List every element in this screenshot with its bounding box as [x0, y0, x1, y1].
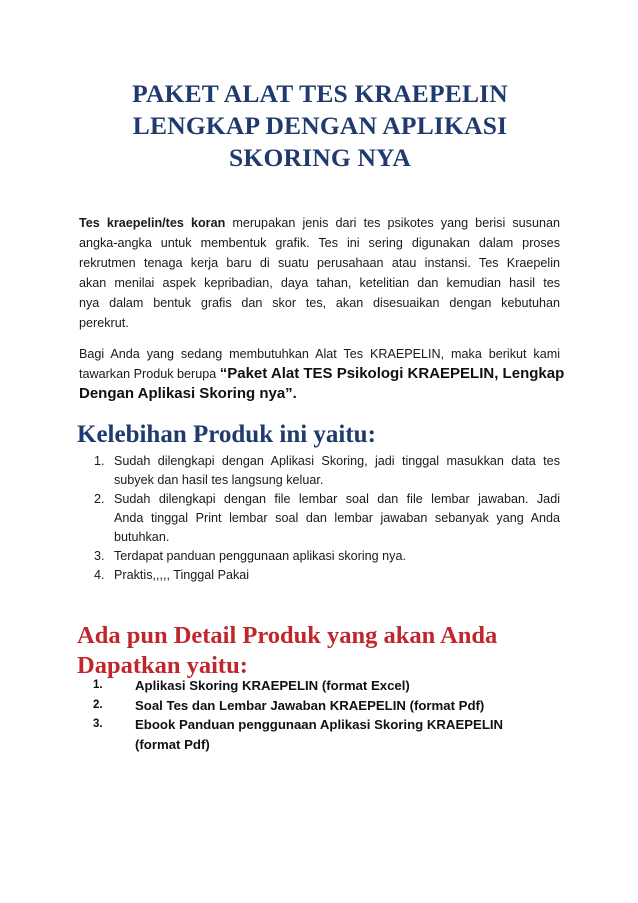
list-item-text: butuhkan.: [114, 530, 170, 544]
offer-line-1: Bagi Anda yang sedang membutuhkan Alat Tes KRAEPELIN, maka berikut kami: [79, 347, 560, 361]
intro-line-5: nya dalam bentuk grafis dan skor tes, akan disesuaikan dengan kebutuhan: [79, 296, 560, 310]
advantages-heading: Kelebihan Produk ini yaitu:: [77, 421, 376, 448]
details-heading: [77, 621, 497, 681]
intro-line-2: angka-angka untuk membentuk grafik. Tes ini sering digunakan dalam proses: [79, 236, 560, 250]
details-heading-line-1: Ada pun Detail Produk yang akan Anda: [77, 622, 498, 649]
list-item-number: 3.: [94, 549, 105, 563]
intro-line-1-rest: merupakan jenis dari tes psikotes yang berisi susunan: [225, 216, 560, 230]
intro-bold-lead: Tes kraepelin/tes koran: [79, 216, 226, 230]
list-item-text: Sudah dilengkapi dengan Aplikasi Skoring, jadi tinggal masukkan data tes: [114, 454, 560, 468]
list-item-text: Soal Tes dan Lembar Jawaban KRAEPELIN (format Pdf): [135, 697, 485, 713]
list-item-number: 3.: [93, 718, 103, 730]
list-item-text: Sudah dilengkapi dengan file lembar soal dan file lembar jawaban. Jadi: [114, 492, 560, 506]
offer-product-name-cont: Dengan Aplikasi Skoring nya”.: [79, 385, 297, 402]
list-item-number: 1.: [93, 679, 103, 691]
list-item-text: Ebook Panduan penggunaan Aplikasi Skoring KRAEPELIN: [135, 717, 504, 732]
offer-line-3: [79, 384, 560, 404]
list-item: [93, 676, 563, 696]
advantages-list: [94, 452, 560, 585]
title-line-1: PAKET ALAT TES KRAEPELIN: [132, 79, 508, 108]
list-item: [94, 490, 560, 547]
intro-line-4: akan menilai aspek kepribadian, daya tahan, ketelitian dan kemudian hasil tes: [79, 276, 560, 290]
list-item-number: 4.: [94, 568, 105, 582]
offer-line-2: [79, 364, 565, 384]
details-list: [93, 676, 563, 754]
intro-paragraph: [79, 213, 560, 333]
intro-line-6: perekrut.: [79, 316, 129, 330]
list-item: [94, 566, 560, 585]
title-line-3: SKORING NYA: [229, 143, 411, 172]
intro-line-3: rekrutmen tenaga kerja baru di suatu perusahaan atau instansi. Tes Kraepelin: [79, 256, 560, 270]
list-item-number: 2.: [94, 492, 105, 506]
list-item-text: subyek dan hasil tes langsung keluar.: [114, 473, 324, 487]
offer-paragraph: [79, 344, 565, 404]
list-item-text: Anda tinggal Print lembar soal dan lembar jawaban sebanyak yang Anda: [114, 511, 560, 525]
list-item-text: Terdapat panduan penggunaan aplikasi skoring nya.: [114, 549, 406, 563]
list-item-text: Praktis,,,,, Tinggal Pakai: [114, 568, 250, 582]
offer-line-2-plain: tawarkan Produk berupa: [79, 367, 220, 381]
offer-product-name: “Paket Alat TES Psikologi KRAEPELIN, Lengkap: [219, 365, 565, 382]
intro-line-1: [79, 213, 560, 233]
list-item-number: 2.: [93, 698, 103, 711]
list-item-text: Aplikasi Skoring KRAEPELIN (format Excel): [135, 678, 410, 693]
list-item-text: (format Pdf): [135, 736, 210, 752]
document-title: [80, 78, 560, 174]
list-item: [94, 547, 560, 566]
title-line-2: LENGKAP DENGAN APLIKASI: [132, 111, 508, 140]
list-item: [93, 696, 563, 716]
list-item: [94, 452, 560, 490]
details-heading-line-2: Dapatkan yaitu:: [77, 652, 248, 679]
list-item-number: 1.: [94, 454, 105, 468]
list-item: [93, 715, 563, 754]
